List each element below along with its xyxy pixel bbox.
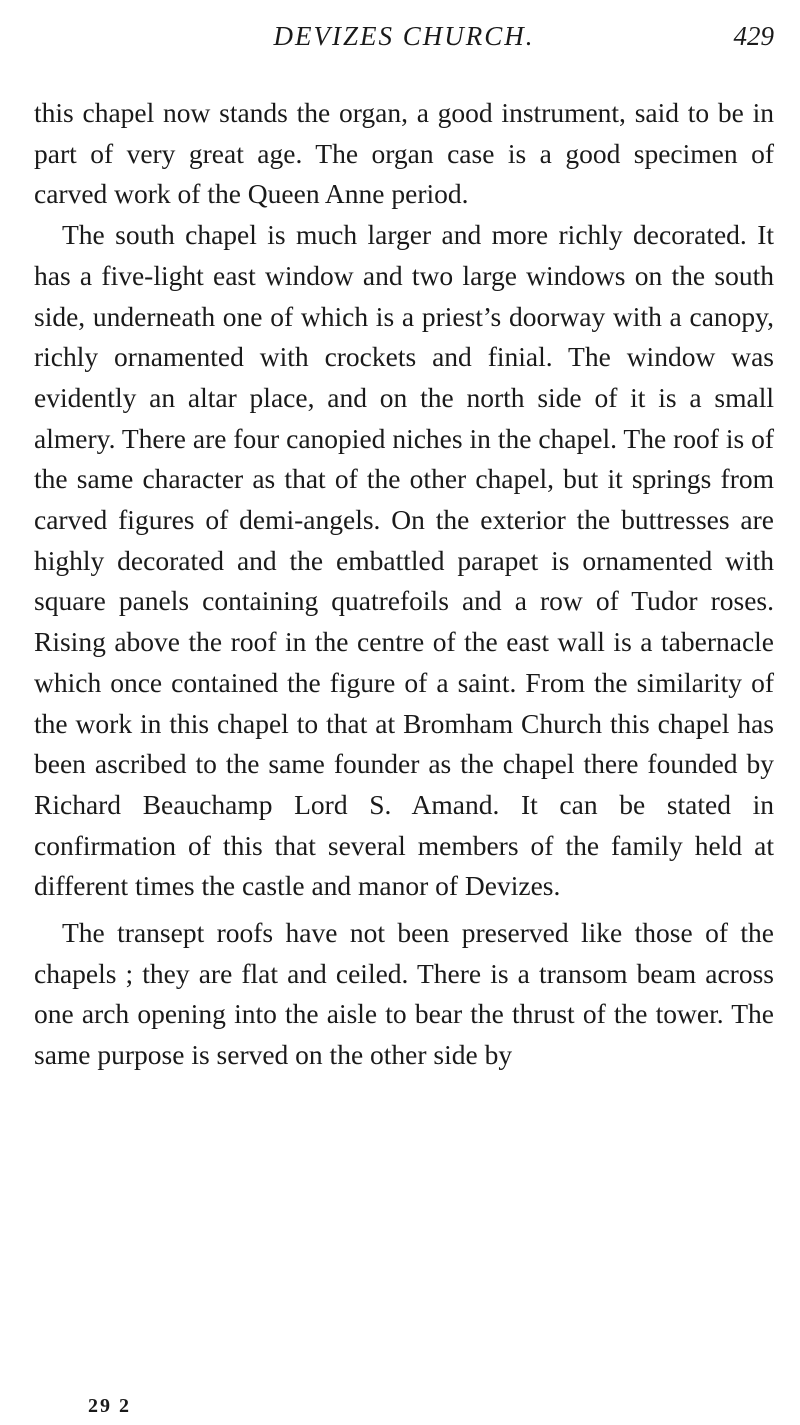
printer-signature: 29 2 [88,1395,131,1417]
paragraph-transept: The transept roofs have not been preserved like those of the chapels ; they are flat and ceiled. There is a transom beam across one arch opening into the aisle to bear the thrust of the tower. The same purpose is served on the other side by [34,917,774,1071]
body-text [34,93,774,1076]
page-header [34,16,774,56]
running-head: DEVIZES CHURCH. [273,21,535,51]
paragraph-south-chapel: The south chapel is much larger and more richly decorated. It has a five-light east window and two large windows on the south side, underneath one of which is a priest’s doorway with a canopy, richly ornamented with crockets and finial. The window was evidently an altar place, and on the north side of it is a small almery. There are four canopied niches in the chapel. The roof is of the same character as that of the other chapel, but it springs from carved figures of demi-angels. On the exterior the buttresses are highly decorated and the embattled parapet is ornamented with square panels containing quatrefoils and a row of Tudor roses. Rising above the roof in the centre of the east wall is a tabernacle which once contained the figure of a saint. From the similarity of the work in this chapel to that at Bromham Church this chapel has been ascribed to the same founder as the chapel there founded by Richard Beauchamp Lord S. Amand. It can be stated in confirmation of this that several members of the family held at different times the castle and manor of Devizes. [34,219,774,902]
paragraph-organ: this chapel now stands the organ, a good instrument, said to be in part of very great age. The organ case is a good specimen of carved work of the Queen Anne period. [34,97,774,210]
page-number: 429 [733,21,774,51]
